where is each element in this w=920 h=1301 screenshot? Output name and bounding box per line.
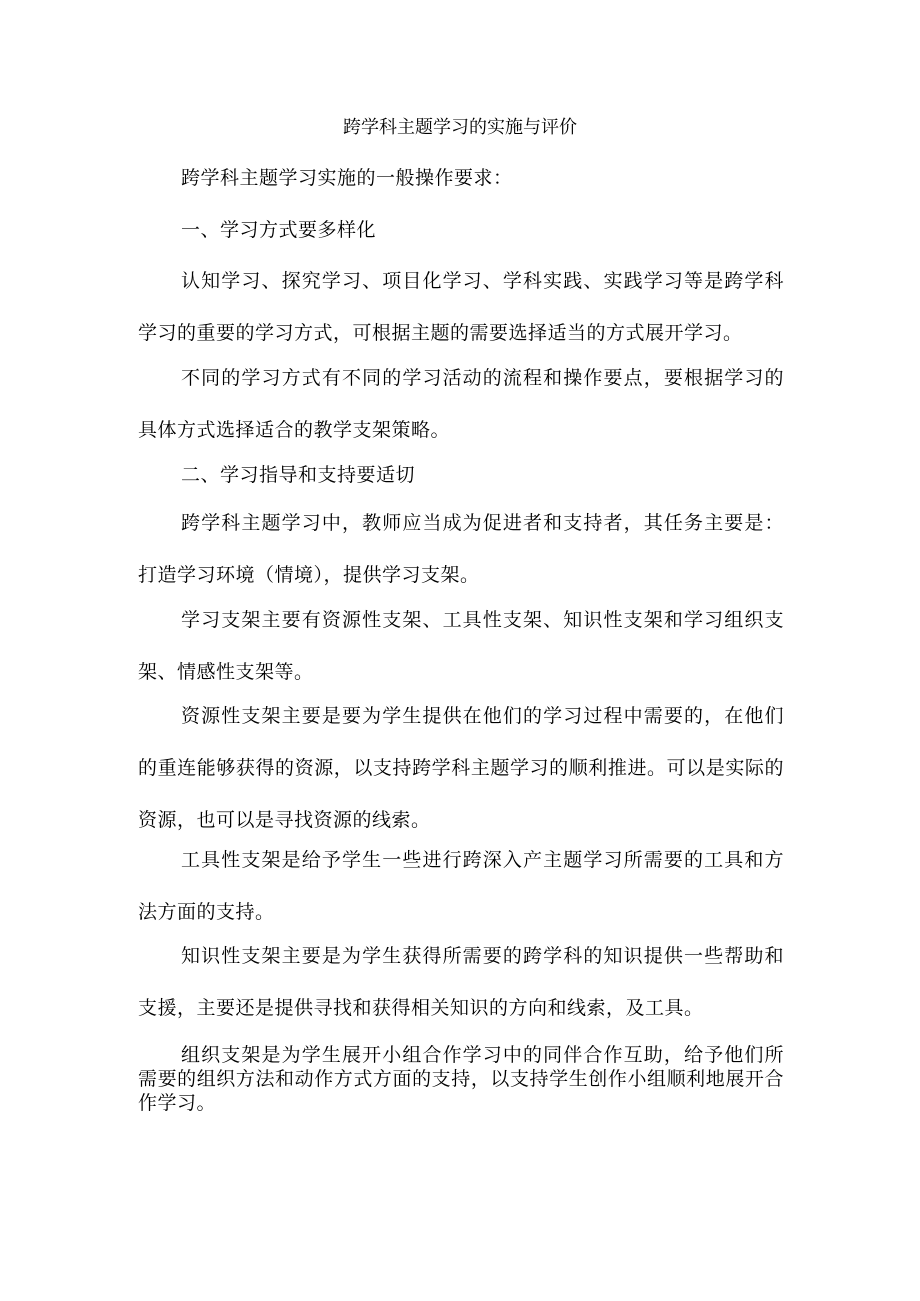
paragraph: 工具性支架是给予学生一些进行跨深入产主题学习所需要的工具和方法方面的支持。 [138,849,784,923]
section-heading-2: 二、学习指导和支持要适切 [181,464,416,486]
paragraph: 跨学科主题学习中，教师应当成为促进者和支持者，其任务主要是：打造学习环境（情境），提供学习支架。 [138,512,784,586]
section-heading-1: 一、学习方式要多样化 [181,219,377,241]
paragraph: 组织支架是为学生展开小组合作学习中的同伴合作互助，给予他们所需要的组织方法和动作方式方面的支持，以支持学生创作小组顺利地展开合作学习。 [138,1044,784,1114]
paragraph: 认知学习、探究学习、项目化学习、学科实践、实践学习等是跨学科学习的重要的学习方式，可根据主题的需要选择适当的方式展开学习。 [138,270,784,344]
paragraph: 不同的学习方式有不同的学习活动的流程和操作要点，要根据学习的具体方式选择适合的教学支架策略。 [138,367,784,441]
document-title: 跨学科主题学习的实施与评价 [343,117,577,138]
paragraph: 知识性支架主要是为学生获得所需要的跨学科的知识提供一些帮助和支援，主要还是提供寻找和获得相关知识的方向和线索，及工具。 [138,945,784,1019]
paragraph-intro: 跨学科主题学习实施的一般操作要求： [181,167,513,189]
paragraph: 资源性支架主要是要为学生提供在他们的学习过程中需要的，在他们的重连能够获得的资源，以支持跨学科主题学习的顺利推进。可以是实际的资源，也可以是寻找资源的线索。 [138,705,784,831]
paragraph: 学习支架主要有资源性支架、工具性支架、知识性支架和学习组织支架、情感性支架等。 [138,609,784,683]
